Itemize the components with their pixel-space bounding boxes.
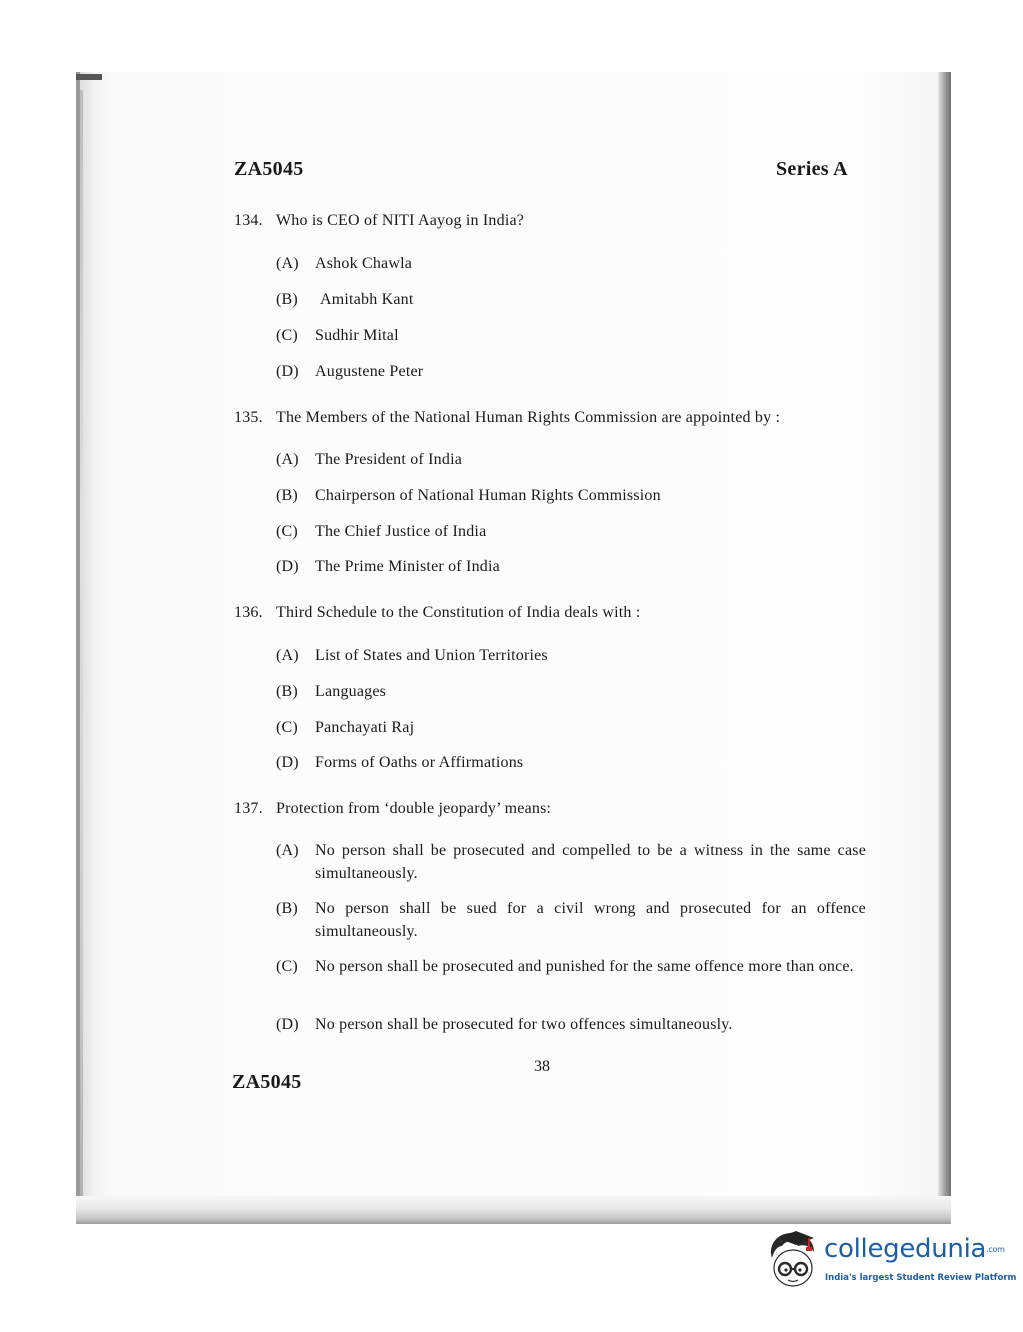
question-137: [234, 800, 551, 818]
option-label: (B): [276, 900, 298, 917]
paper-code-header: ZA5045: [234, 158, 304, 180]
option-text: Panchayati Raj: [315, 719, 415, 736]
option-134-a: [276, 252, 866, 275]
option-label: (C): [276, 719, 298, 736]
option-136-b: [276, 680, 866, 703]
option-label: (D): [276, 754, 299, 771]
option-137-b: [276, 897, 866, 943]
option-label: (A): [276, 647, 299, 664]
option-label: (B): [276, 487, 298, 504]
option-text: Sudhir Mital: [315, 327, 399, 344]
question-number: 136.: [234, 604, 263, 621]
scan-right-edge: [938, 72, 951, 1224]
option-label: (A): [276, 255, 299, 272]
paper-code-footer: ZA5045: [232, 1071, 302, 1093]
option-135-c: [276, 520, 866, 543]
question-text: Protection from ‘double jeopardy’ means:: [276, 800, 552, 817]
series-label: Series A: [776, 158, 848, 180]
option-137-a: [276, 839, 866, 885]
option-136-c: [276, 716, 866, 739]
brand-text: collegedunia: [824, 1234, 987, 1264]
question-number: 137.: [234, 800, 263, 817]
option-label: (D): [276, 1016, 299, 1033]
option-text: No person shall be prosecuted and punished for the same offence more than once.: [315, 958, 854, 975]
option-text: Amitabh Kant: [320, 291, 414, 308]
option-text: The President of India: [315, 451, 463, 468]
option-text: No person shall be prosecuted and compelled to be a witness in the same case simultaneously.: [315, 842, 866, 882]
option-label: (A): [276, 451, 299, 468]
option-text: No person shall be sued for a civil wrong and prosecuted for an offence simultaneously.: [315, 900, 866, 940]
option-label: (C): [276, 958, 298, 975]
brand-suffix: .com: [986, 1245, 1005, 1254]
brand-tagline: India's largest Student Review Platform: [825, 1273, 1017, 1283]
option-label: (B): [276, 291, 298, 308]
option-134-c: [276, 324, 866, 347]
scan-bottom-edge: [76, 1196, 951, 1224]
question-135: [234, 409, 780, 427]
option-text: The Chief Justice of India: [315, 523, 487, 540]
mascot-icon: [764, 1228, 822, 1294]
collegedunia-logo[interactable]: [764, 1228, 1017, 1298]
option-label: (D): [276, 363, 299, 380]
option-136-a: [276, 644, 866, 667]
option-text: Forms of Oaths or Affirmations: [315, 754, 524, 771]
option-text: Augustene Peter: [315, 363, 424, 380]
question-text: The Members of the National Human Rights Commission are appointed by :: [276, 409, 781, 426]
option-text: Languages: [315, 683, 387, 700]
question-text: Who is CEO of NITI Aayog in India?: [276, 212, 525, 229]
question-134: [234, 212, 524, 230]
option-text: Ashok Chawla: [315, 255, 413, 272]
page-number: 38: [534, 1058, 550, 1075]
option-text: List of States and Union Territories: [315, 647, 548, 664]
option-label: (A): [276, 842, 299, 859]
question-text: Third Schedule to the Constitution of India deals with :: [276, 604, 641, 621]
brand-name: [824, 1234, 1005, 1264]
option-137-c: [276, 955, 866, 978]
option-text: The Prime Minister of India: [315, 558, 500, 575]
option-136-d: [276, 751, 866, 774]
option-label: (B): [276, 683, 298, 700]
question-number: 134.: [234, 212, 263, 229]
scan-left-shadow: [80, 90, 83, 1200]
option-137-d: [276, 1013, 866, 1036]
option-text: No person shall be prosecuted for two offences simultaneously.: [315, 1016, 733, 1033]
question-number: 135.: [234, 409, 263, 426]
option-135-b: [276, 484, 866, 507]
option-label: (C): [276, 327, 298, 344]
scan-corner-mark: [76, 74, 102, 80]
option-label: (C): [276, 523, 298, 540]
option-135-a: [276, 448, 866, 471]
option-135-d: [276, 555, 866, 578]
option-label: (D): [276, 558, 299, 575]
option-text: Chairperson of National Human Rights Commission: [315, 487, 661, 504]
question-136: [234, 604, 640, 622]
option-134-b: [276, 288, 866, 311]
option-134-d: [276, 360, 866, 383]
